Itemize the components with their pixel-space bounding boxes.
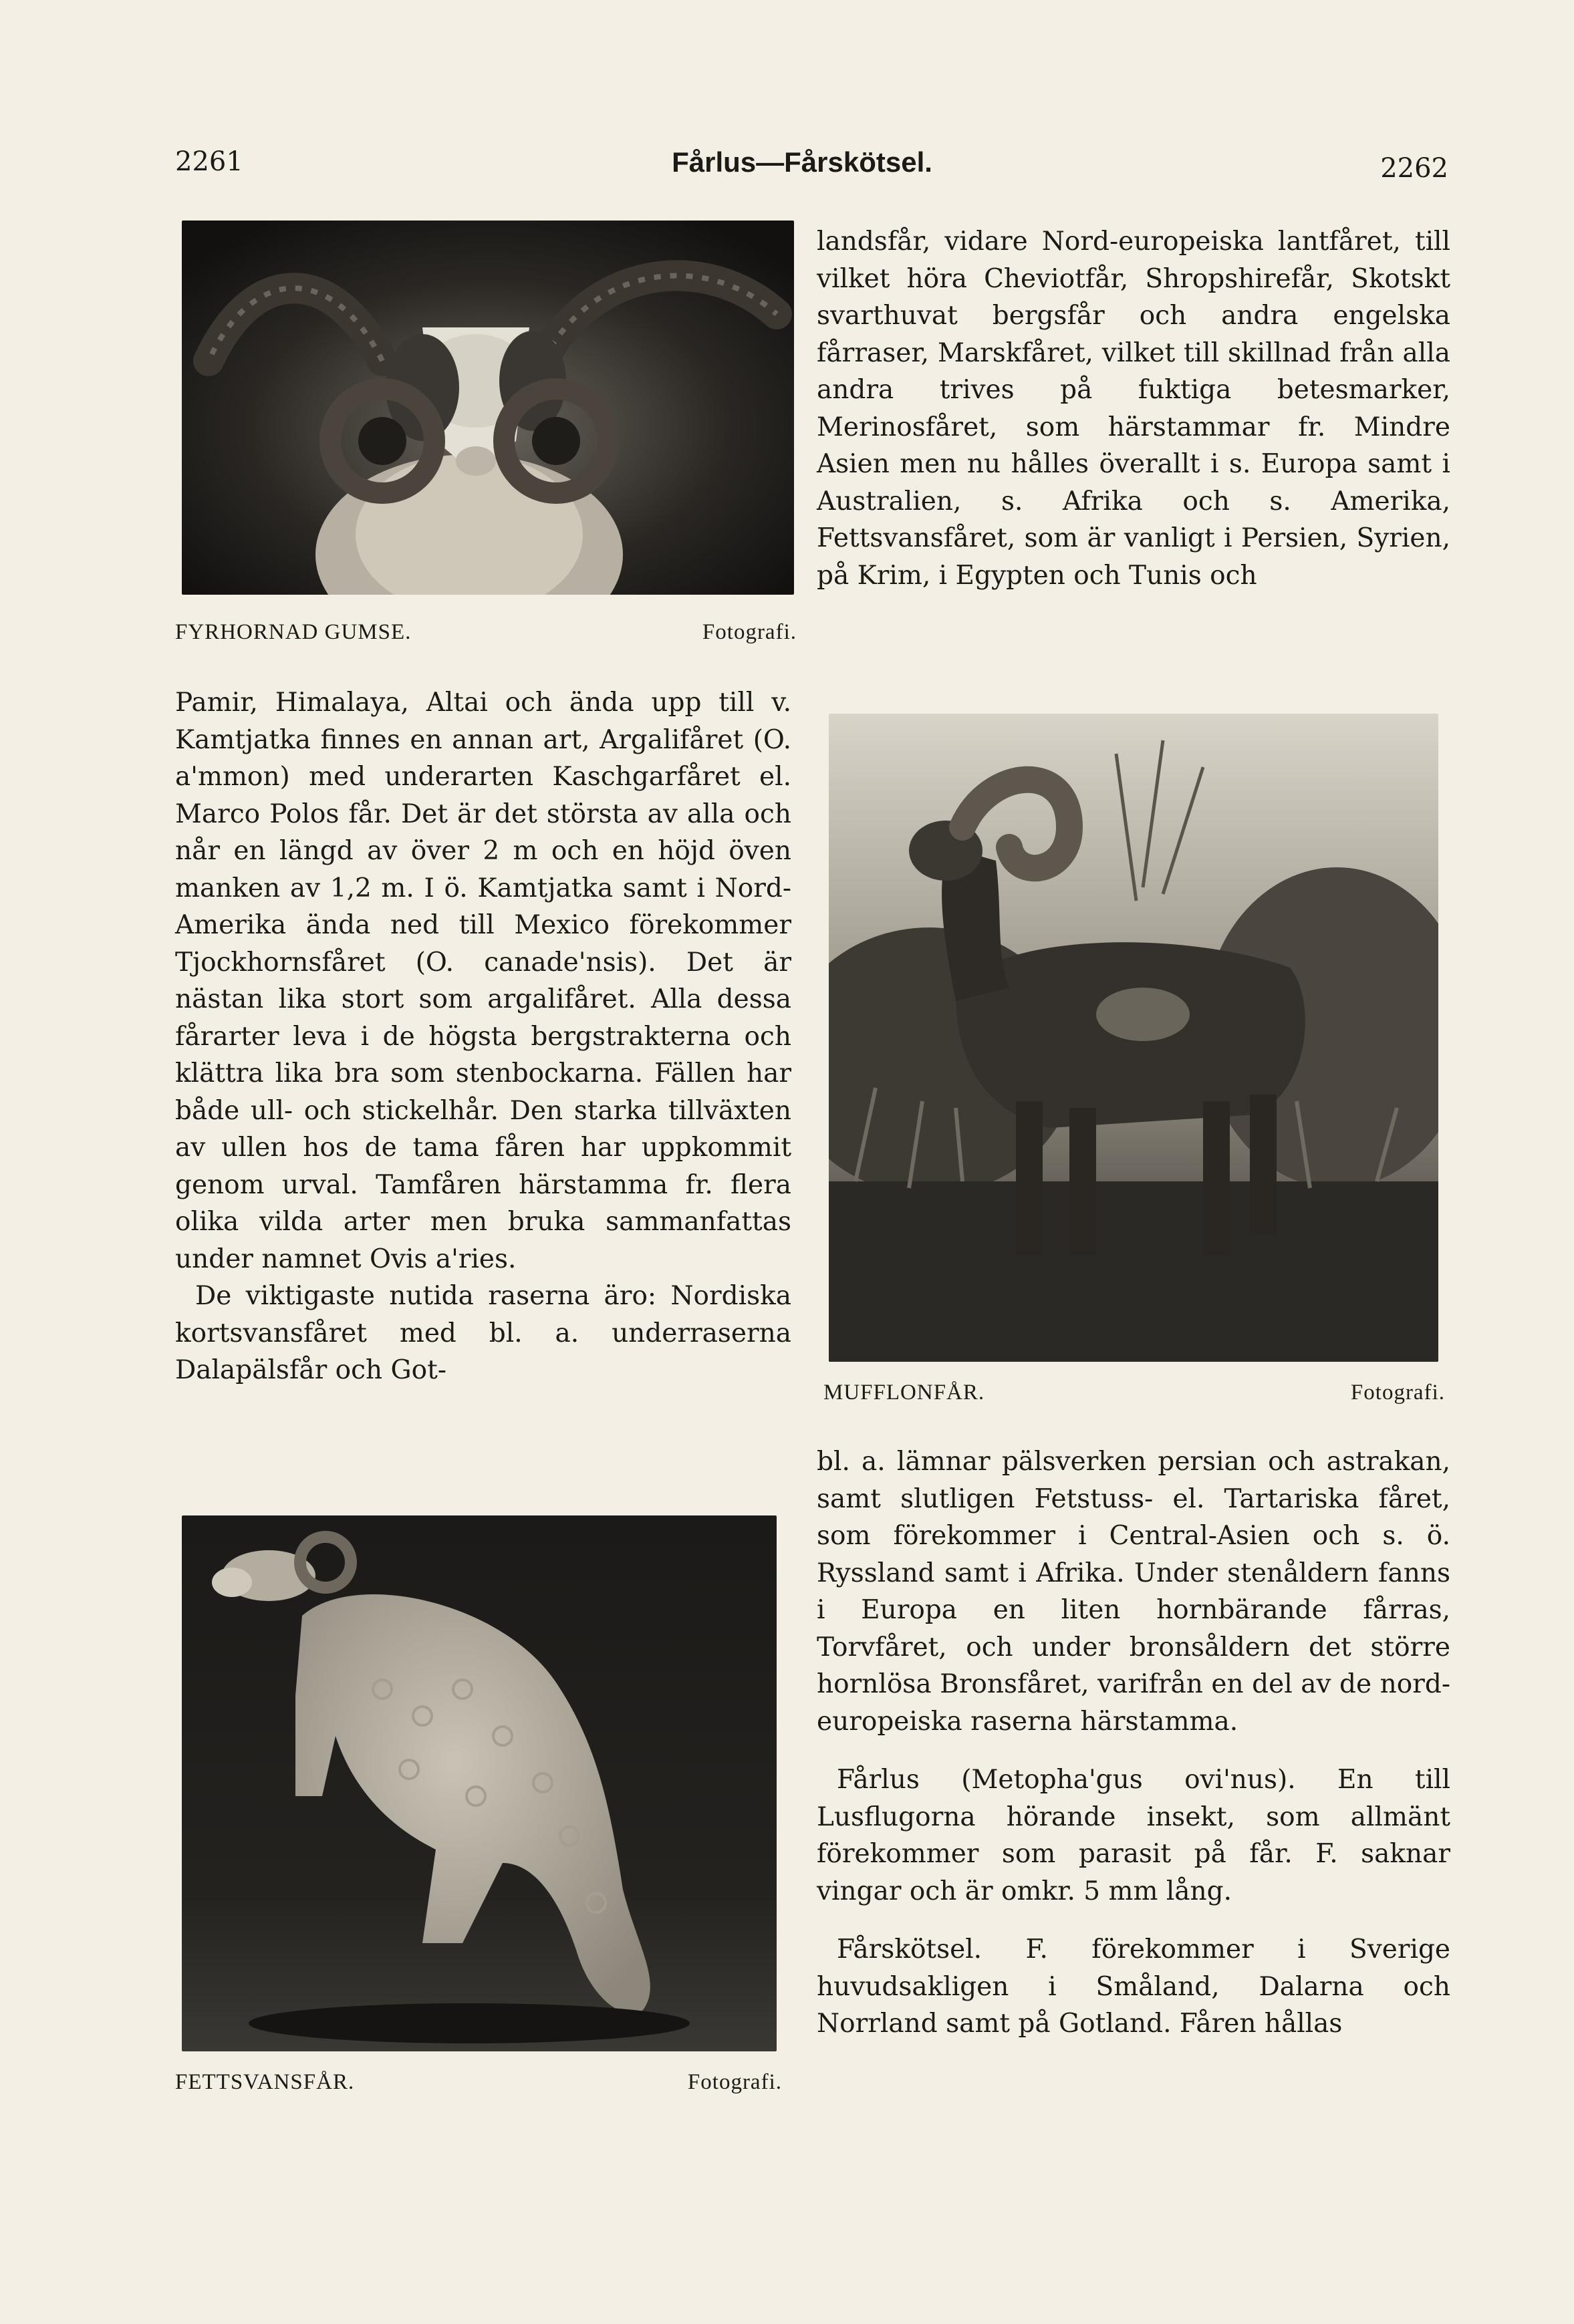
paragraph-modern-breeds: De viktigaste nutida raserna äro: Nordiska kortsvansfåret med bl. a. underraserna Dalapälsfår och Got- [175,1281,791,1385]
entry-farskotsel: Fårskötsel. F. förekommer i Sverige huvudsakligen i Småland, Dalarna och Norrland samt på Gotland. Fåren hållas [817,1934,1450,2039]
caption-title: FYRHORNAD GUMSE. [175,620,412,644]
caption-credit: Fotografi. [687,2070,782,2094]
right-column-bottom [817,1443,1450,2043]
caption-mouflon [823,1381,1445,1407]
caption-credit: Fotografi. [702,620,797,644]
caption-fat-tailed-sheep [175,2070,782,2097]
left-column [175,684,791,1389]
photo-mouflon [829,714,1438,1362]
caption-title: FETTSVANSFÅR. [175,2070,355,2094]
page-number-right: 2262 [1380,153,1448,184]
caption-four-horned-ram [175,620,797,647]
paragraph-wild-species: Pamir, Himalaya, Altai och ända upp till v. Kamtjatka finnes en annan art, Argalifåret (O. a'mmon) med underarten Kaschgarfåret el. Marco Polos får. Det är det största av alla och når en längd av över 2 m och en höjd öven manken av 1,2 m. I ö. Kamtjatka samt i Nord-Amerika ända ned till Mexico förekommer Tjockhornsfåret (O. canade'nsis). Det är nästan lika stort som argalifåret. Alla dessa fårarter leva i de högsta bergstrakterna och klättra lika bra som stenbockarna. Fällen har både ull- och stickelhår. Den starka tillväxten av ullen hos de tama fåren har uppkommit genom urval. Tamfåren härstamma fr. flera olika vilda arter men bruka sammanfattas under namnet Ovis a'ries. [175,688,791,1274]
photo-fat-tailed-sheep [182,1515,777,2051]
right-column-top [817,223,1450,594]
caption-credit: Fotografi. [1350,1381,1445,1405]
page-number-left: 2261 [175,146,243,177]
running-title: Fårlus—Fårskötsel. [672,146,932,178]
paragraph-breeds-continued: landsfår, vidare Nord-europeiska lantfåret, till vilket höra Cheviotfår, Shropshirefår, Skotskt svarthuvat bergsfår och andra engelska fårraser, Marskfåret, vilket till skillnad från alla andra trives på fuktiga betesmarker, Merinosfåret, som härstammar fr. Mindre Asien men nu hålles överallt i s. Europa samt i Australien, s. Afrika och s. Amerika, Fettsvansfåret, som är vanligt i Persien, Syrien, på Krim, i Egypten och Tunis och [817,227,1450,591]
paragraph-fat-tailed-and-history: bl. a. lämnar pälsverken persian och astrakan, samt slutligen Fetstuss- el. Tartariska fåret, som förekommer i Central-Asien och s. ö. Ryssland samt i Afrika. Under stenåldern fanns i Europa en liten hornbärande fårras, Torvfåret, och under bronsåldern det större hornlösa Bronsfåret, varifrån en del av de nord-europeiska raserna härstamma. [817,1447,1450,1737]
caption-title: MUFFLONFÅR. [823,1381,985,1405]
photo-four-horned-ram [182,221,794,595]
entry-farlus: Fårlus (Metopha'gus ovi'nus). En till Lusflugorna hörande insekt, som allmänt förekommer som parasit på får. F. saknar vingar och är omkr. 5 mm lång. [817,1765,1450,1906]
